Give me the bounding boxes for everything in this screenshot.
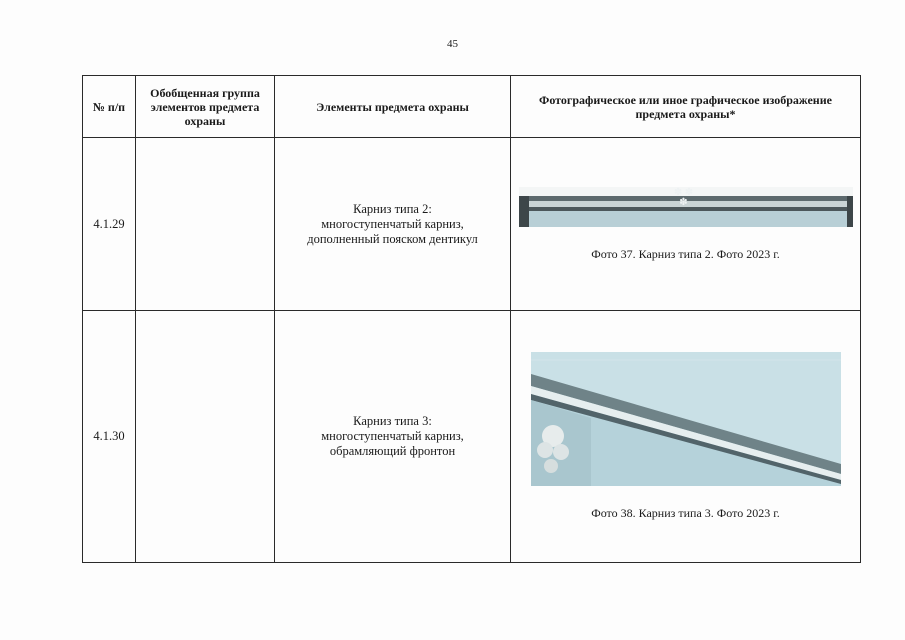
- table-row: [83, 138, 861, 311]
- header-elements: Элементы предмета охраны: [275, 76, 511, 138]
- header-group: Обобщенная группа элементов предмета охраны: [136, 76, 275, 138]
- row-element: Карниз типа 3: многоступенчатый карниз, обрамляющий фронтон: [275, 311, 511, 563]
- row-number: 4.1.30: [83, 311, 136, 563]
- page-number: 45: [447, 38, 458, 50]
- row-number: 4.1.29: [83, 138, 136, 311]
- row-image-cell: [511, 311, 861, 563]
- row-element: Карниз типа 2: многоступенчатый карниз, дополненный пояском дентикул: [275, 138, 511, 311]
- table-row: [83, 311, 861, 563]
- protection-table: [82, 75, 861, 563]
- photo-caption: Фото 37. Карниз типа 2. Фото 2023 г.: [591, 246, 780, 261]
- row-image-cell: [511, 138, 861, 311]
- cornice-photo-38: [531, 352, 841, 486]
- row-group: [136, 138, 275, 311]
- photo-caption: Фото 38. Карниз типа 3. Фото 2023 г.: [591, 506, 780, 520]
- row-group: [136, 311, 275, 563]
- header-number: № п/п: [83, 76, 136, 138]
- cornice-photo-37: [519, 187, 853, 227]
- table-header-row: [83, 76, 861, 138]
- header-image: Фотографическое или иное графическое изображение предмета охраны*: [511, 76, 861, 138]
- ornament-icon: ✽ ✽ ✽: [673, 186, 694, 208]
- cornice-photo-38-drawing: [531, 352, 841, 486]
